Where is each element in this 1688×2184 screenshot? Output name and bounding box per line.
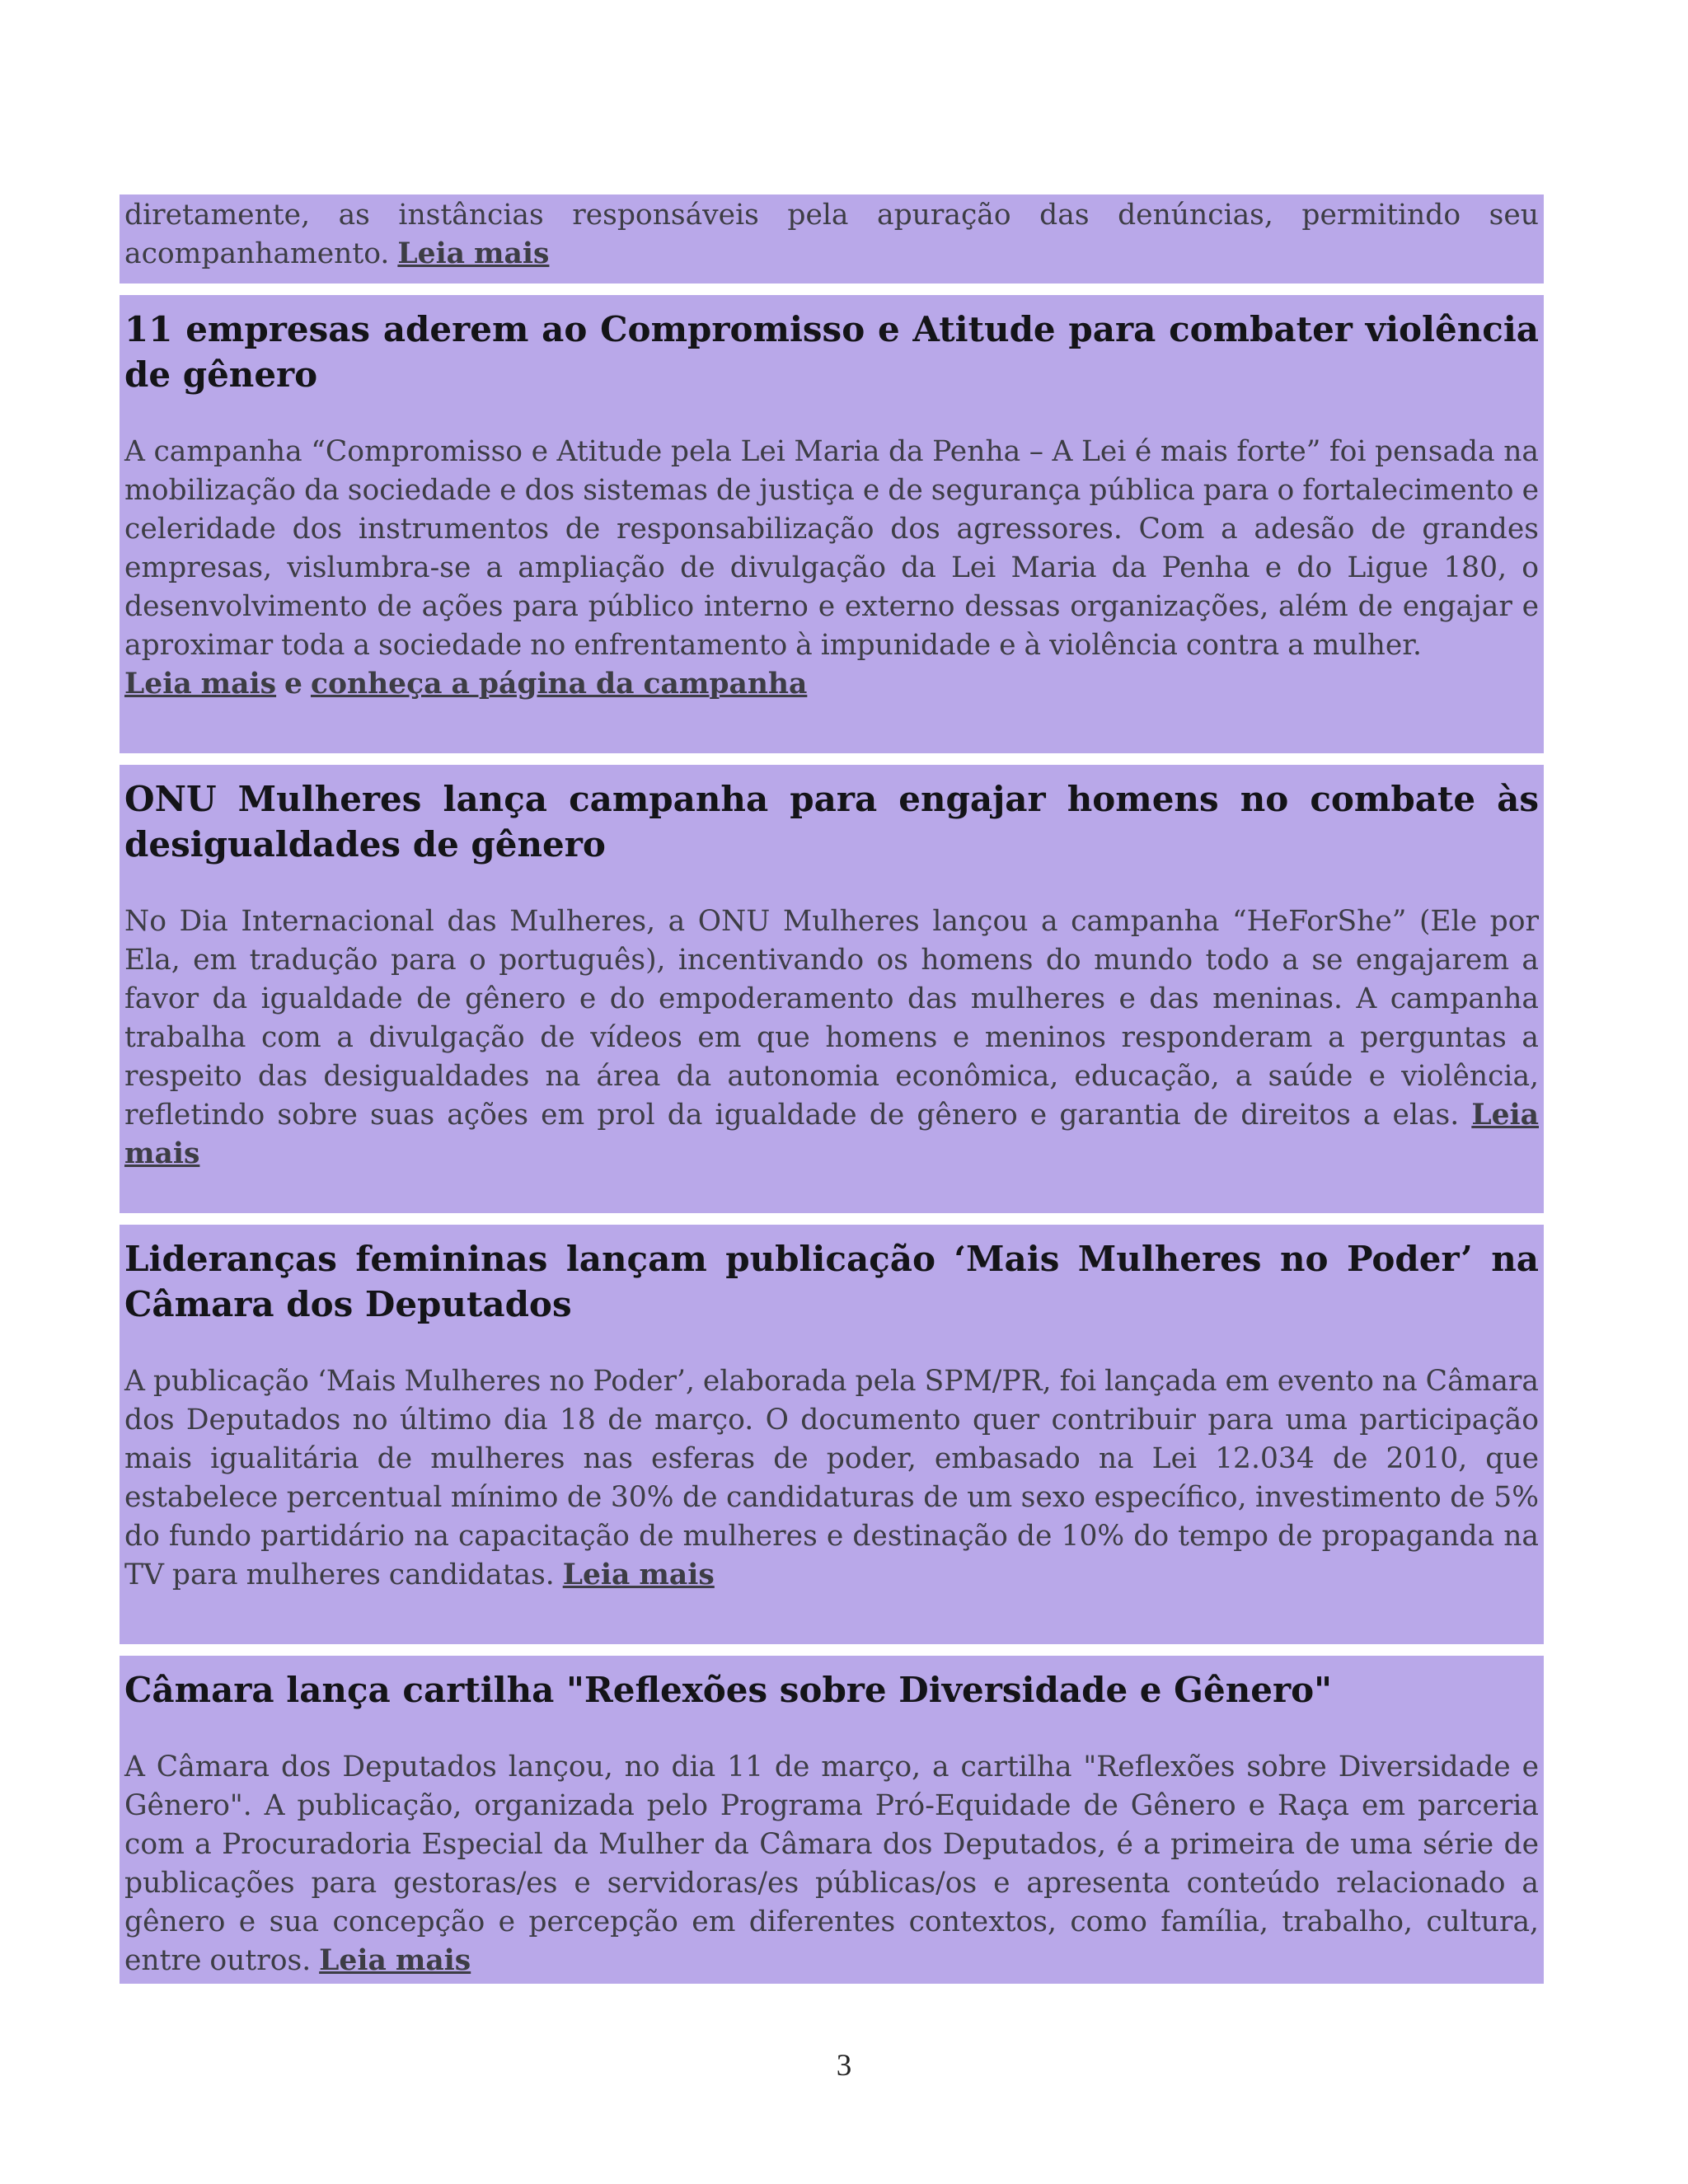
story-title: Câmara lança cartilha "Reflexões sobre Diversidade e Gênero" (124, 1670, 1333, 1710)
story-block (120, 295, 1544, 753)
story-body: A campanha “Compromisso e Atitude pela Lei Maria da Penha – A Lei é mais forte” foi pensada na mobilização da sociedade e dos sistemas de justiça e de segurança pública para o fortalecimento e celeridade dos instrumentos de responsabilização dos agressores. Com a adesão de grandes empresas, vislumbra-se a ampliação de divulgação da Lei Maria da Penha e do Ligue 180, o desenvolvimento de ações para público interno e externo dessas organizações, além de engajar e aproximar toda a sociedade no enfrentamento à impunidade e à violência contra a mulher. (124, 435, 1539, 662)
read-more-link[interactable]: Leia mais (319, 1944, 471, 1977)
story-title: Lideranças femininas lançam publicação ‘Mais Mulheres no Poder’ na Câmara dos Deputados (124, 1239, 1539, 1324)
intro-read-more-link[interactable]: Leia mais (397, 237, 550, 270)
campaign-page-link[interactable]: conheça a página da campanha (310, 668, 808, 701)
story-body: A publicação ‘Mais Mulheres no Poder’, elaborada pela SPM/PR, foi lançada em evento na Câmara dos Deputados no último dia 18 de março. O documento quer contribuir para uma participação mais igualitária de mulheres nas esferas de poder, embasado na Lei 12.034 de 2010, que estabelece percentual mínimo de 30% de candidaturas de um sexo específico, investimento de 5% do fundo partidário na capacitação de mulheres e destinação de 10% do tempo de propaganda na TV para mulheres candidatas. (124, 1365, 1539, 1591)
intro-block (120, 194, 1544, 284)
intro-body: diretamente, as instâncias responsáveis pela apuração das denúncias, permitindo seu acompanhamento. (124, 199, 1539, 270)
read-more-link[interactable]: Leia mais (124, 668, 277, 701)
story-block (120, 1225, 1544, 1644)
story-block (120, 1656, 1544, 1984)
story-body-container (124, 1362, 1539, 1595)
story-body-container (124, 1748, 1539, 1980)
read-more-link[interactable]: Leia mais (562, 1558, 715, 1591)
story-title: ONU Mulheres lança campanha para engajar homens no combate às desigualdades de gênero (124, 779, 1539, 865)
link-connector: e (284, 668, 302, 701)
story-body-container (124, 902, 1539, 1174)
story-body: No Dia Internacional das Mulheres, a ONU Mulheres lançou a campanha “HeForShe” (Ele por Ela, em tradução para o português), incentivando os homens do mundo todo a se engajarem a favor da igualdade de gênero e do empoderamento das mulheres e das meninas. A campanha trabalha com a divulgação de vídeos em que homens e meninos responderam a perguntas a respeito das desigualdades na área da autonomia econômica, educação, a saúde e violência, refletindo sobre suas ações em prol da igualdade de gênero e garantia de direitos a elas. (124, 905, 1539, 1132)
story-body: A Câmara dos Deputados lançou, no dia 11 de março, a cartilha "Reflexões sobre Diversidade e Gênero". A publicação, organizada pelo Programa Pró-Equidade de Gênero e Raça em parceria com a Procuradoria Especial da Mulher da Câmara dos Deputados, é a primeira de uma série de publicações para gestoras/es e servidoras/es públicas/os e apresenta conteúdo relacionado a gênero e sua concepção e percepção em diferentes contextos, como família, trabalho, cultura, entre outros. (124, 1750, 1539, 1977)
page-number: 3 (836, 2049, 852, 2083)
story-title: 11 empresas aderem ao Compromisso e Atitude para combater violência de gênero (124, 309, 1539, 395)
intro-text (124, 196, 1539, 274)
read-more-link[interactable]: Leia mais (124, 1099, 1539, 1170)
story-block (120, 765, 1544, 1213)
news-page (120, 194, 1544, 1995)
story-body-container (124, 433, 1539, 704)
